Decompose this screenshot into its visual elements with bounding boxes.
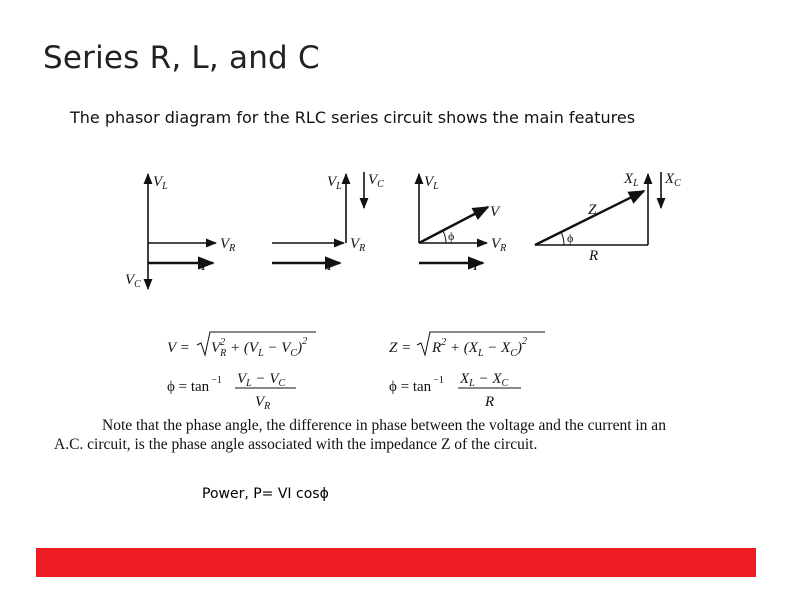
diagram-2-labels [326, 172, 384, 274]
z-arrow [535, 191, 644, 245]
vl-label: $V_L$ [153, 174, 168, 192]
impedance-equation [389, 332, 545, 359]
r-label: R [589, 248, 599, 264]
svg-text:V =: V = [167, 340, 190, 356]
phi-label: ϕ [567, 231, 574, 245]
vc-label: $V_C$ [125, 272, 141, 290]
phi-label: ϕ [448, 229, 455, 243]
current-label: I [327, 258, 332, 274]
vc-label: $V_C$ [368, 172, 384, 190]
xl-label: $X_L$ [624, 171, 639, 189]
note-line-2: A.C. circuit, is the phase angle associated with the impedance Z of the circuit. [54, 436, 538, 453]
power-formula: Power, P= VI cosϕ [202, 486, 329, 502]
fraction-denominator: R [485, 394, 495, 410]
current-label: I [201, 258, 206, 274]
note-line-1: Note that the phase angle, the difference in phase between the voltage and the current in an [102, 417, 666, 434]
xc-label: $X_C$ [665, 171, 681, 189]
fraction-numerator: $X_L - X_C$ [460, 371, 509, 389]
diagram-3-labels [424, 174, 506, 274]
phase-angle-equation-impedance [389, 371, 521, 410]
vl-label: $V_L$ [327, 174, 342, 192]
vr-label: $V_R$ [350, 236, 366, 254]
phase-angle-equation-voltage [167, 371, 296, 412]
fraction-numerator: $V_L - V_C$ [237, 371, 286, 389]
current-label: I [473, 258, 478, 274]
slide-title: Series R, L, and C [43, 40, 320, 76]
fraction-denominator: $V_R$ [255, 394, 271, 412]
voltage-equation [167, 332, 316, 359]
phi-arc [443, 231, 446, 243]
footer-accent-bar [36, 548, 756, 577]
diagram-4-labels [567, 171, 681, 264]
svg-text:Z =: Z = [389, 340, 412, 356]
voltage-radicand: $V^2$ $R + (V_L - V_C)^2$ [211, 336, 308, 359]
impedance-diagram [535, 172, 661, 245]
phi-tan: ϕ = tan $^{-1}$ [167, 375, 222, 395]
phi-tan: ϕ = tan $^{-1}$ [389, 375, 444, 395]
vr-label: $V_R$ [220, 236, 236, 254]
z-label: Z [588, 202, 597, 218]
phi-arc [561, 232, 564, 245]
impedance-radicand: $R^2 + (X_L - X_C)^2$ [432, 336, 527, 359]
diagram-1-labels [125, 174, 235, 290]
vr-label: $V_R$ [491, 236, 507, 254]
slide-subtitle: The phasor diagram for the RLC series circuit shows the main features [70, 108, 636, 127]
v-label: V [490, 204, 500, 220]
phase-angle-note [54, 416, 744, 454]
vl-label: $V_L$ [424, 174, 439, 192]
